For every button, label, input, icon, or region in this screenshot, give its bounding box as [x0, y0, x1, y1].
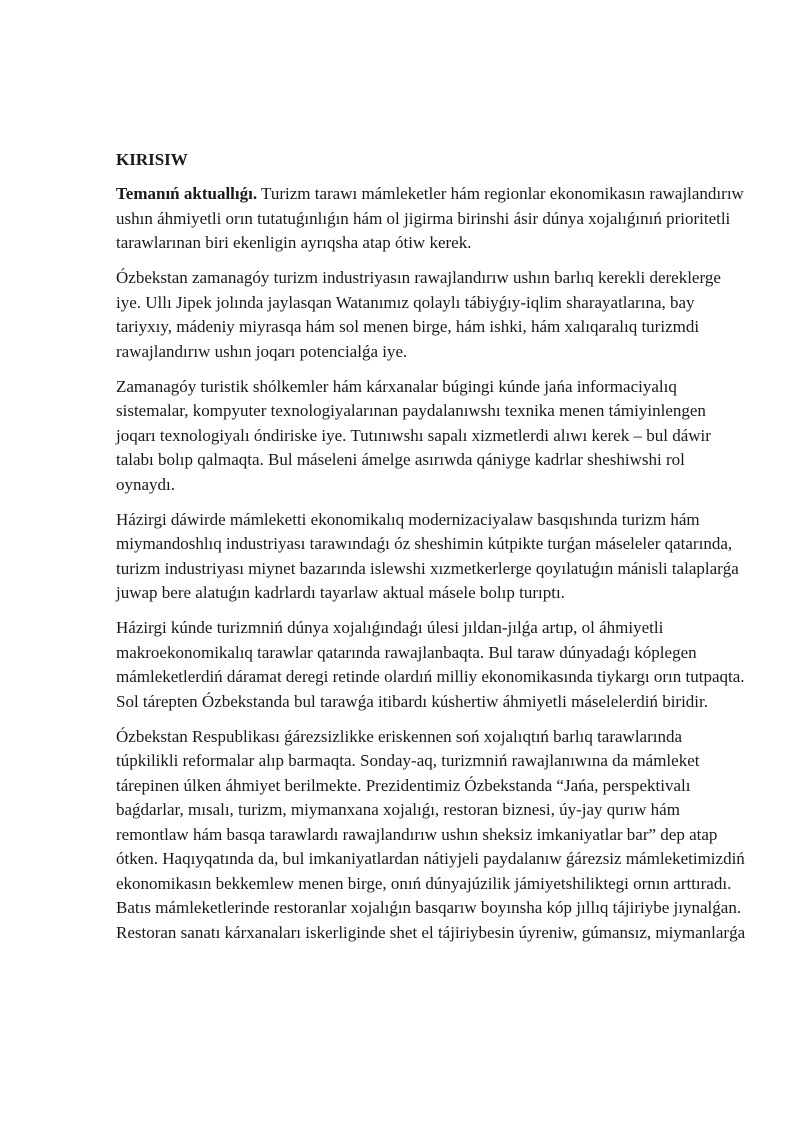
- paragraph-text: Turizm tarawı mámleketler hám regionlar ekonomikasın rawajlandırıw ushın áhmiyetli orın tutatuǵınlıǵın hám ol jigirma birinshi ásir dúnya xojalıǵınıń prioritetli tarawlarınan biri ekenligin ayrıqsha atap ótiw kerek.: [116, 184, 744, 252]
- paragraph: Házirgi dáwirde mámleketti ekonomikalıq modernizaciyalaw basqıshında turizm hám miymandoshlıq industriyası tarawındaǵı óz sheshimin kútpikte turǵan máseleler qatarında, turizm industriyası miynet bazarında islewshi xızmetkerlerge qoyılatuǵın mánisli talaplarǵa juwap bere alatuǵın kadrlardı tayarlaw aktual másele bolıp turıptı.: [116, 509, 739, 602]
- paragraph: Ózbekstan Respublikası ǵárezsizlikke eriskennen soń xojalıqtıń barlıq tarawlarında túpkilikli reformalar alıp barmaqta. Sonday-aq, turizmniń rawajlanıwına da mámleket tárepinen úlken áhmiyet berilmekte. Prezidentimiz Ózbekstanda “Jańa, perspektivalı baǵdarlar, mısalı, turizm, miymanxana xojalıǵı, restoran biznesi, úy-jay qurıw hám remontlaw hám basqa tarawlardı rawajlandırıw ushın sheksiz imkaniyatlar bar” dep atap ótken. Haqıyqatında da, bul imkaniyatlardan nátiyjeli paydalanıw ǵárezsiz mámleketimizdiń ekonomikasın bekkemlew menen birge, onıń dúnyajúzilik jámiyetshiliktegi ornın arttıradı. Batıs mámleketlerinde restoranlar xojalıǵın basqarıw boyınsha kóp jıllıq tájiriybe jıynalǵan. Restoran sanatı kárxanaları iskerliginde shet el tájiriybesin úyreniw, gúmansız, miymanlarǵa: [116, 726, 746, 942]
- paragraph-lead: Temanıń aktuallıǵı.: [116, 184, 258, 203]
- section-heading: KIRISIW: [116, 150, 188, 169]
- paragraph: Zamanagóy turistik shólkemler hám kárxanalar búgingi kúnde jańa informaciyalıq sistemalar, kompyuter texnologiyalarınan paydalanıwshı texnika menen támiyinlengen joqarı texnologiyalı óndiriske iye. Tutınıwshı sapalı xizmetlerdi alıwı kerek – bul dáwir talabı bolıp qalmaqta. Bul máseleni ámelge asırıwda qániyge kadrlar sheshiwshi rol oynaydı.: [116, 376, 711, 494]
- paragraph: Házirgi kúnde turizmniń dúnya xojalıǵındaǵı úlesi jıldan-jılǵa artıp, ol áhmiyetli makroekonomikalıq tarawlar qatarında rawajlanbaqta. Bul taraw dúnyadaǵı kóplegen mámleketlerdiń dáramat deregi retinde olardıń milliy ekonomikasında tiykargı orın tutpaqta. Sol tárepten Ózbekstanda bul tarawǵa itibardı kúshertiw áhmiyetli máselelerdiń biridir.: [116, 618, 745, 711]
- paragraph: Ózbekstan zamanagóy turizm industriyasın rawajlandırıw ushın barlıq kerekli dereklerge iye. Ullı Jipek jolında jaylasqan Watanımız qolaylı tábiyǵıy-iqlim sharayatlarına, bay tariyxıy, mádeniy miyrasqa hám sol menen birge, hám ishki, hám xalıqaralıq turizmdi rawajlandırıw ushın joqarı potencialǵa iye.: [116, 268, 721, 361]
- document-body: [116, 148, 746, 956]
- paragraph-relevance: [116, 182, 746, 256]
